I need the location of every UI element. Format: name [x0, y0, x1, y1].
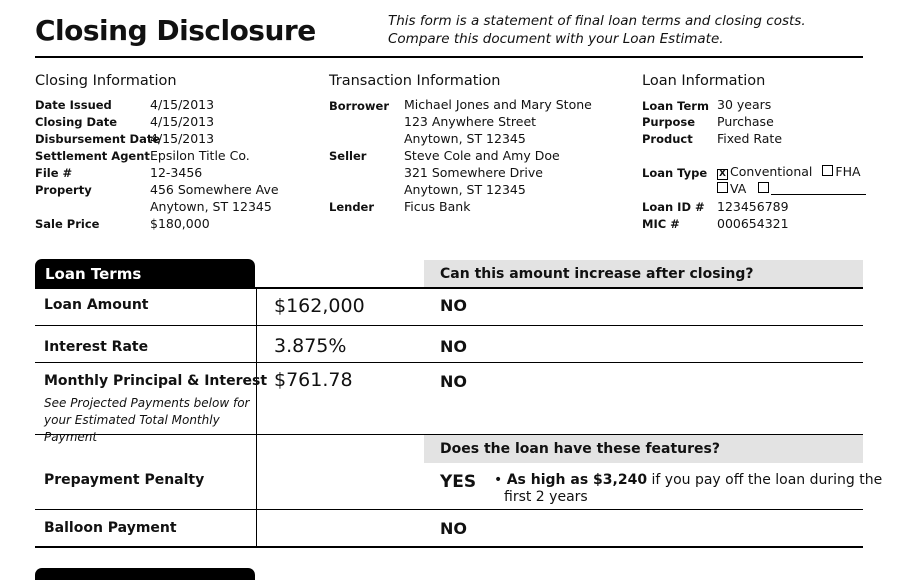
disbursement-date-value: 4/15/2013 — [150, 131, 215, 146]
table-bottom-rule — [35, 546, 863, 548]
loan-type-row2 — [717, 181, 866, 196]
interest-rate-value: 3.875% — [274, 335, 347, 357]
loan-amount-value: $162,000 — [274, 295, 365, 317]
closing-date-value: 4/15/2013 — [150, 114, 215, 129]
prepayment-detail — [494, 472, 882, 488]
property-label: Property — [35, 183, 92, 197]
file-number-value: 12-3456 — [150, 165, 203, 180]
monthly-pi-value: $761.78 — [274, 369, 353, 391]
borrower-label: Borrower — [329, 99, 390, 113]
loan-id-value: 123456789 — [717, 199, 789, 214]
next-section-header — [35, 568, 255, 580]
intro-text: This form is a statement of final loan terms and closing costs. Compare this document with your Loan Estimate. — [388, 13, 806, 47]
mic-label: MIC # — [642, 217, 680, 231]
va-checkbox[interactable] — [717, 182, 728, 193]
disbursement-date-label: Disbursement Date — [35, 132, 161, 146]
loan-term-value: 30 years — [717, 97, 772, 112]
sale-price-value: $180,000 — [150, 216, 210, 231]
seller-line2: 321 Somewhere Drive — [404, 165, 543, 180]
purpose-label: Purpose — [642, 115, 696, 129]
conventional-label: Conventional — [730, 164, 813, 179]
prepayment-penalty-answer: YES — [440, 472, 477, 492]
loan-info-heading: Loan Information — [642, 73, 766, 89]
file-number-label: File # — [35, 166, 73, 180]
loan-id-label: Loan ID # — [642, 200, 705, 214]
prepayment-detail-line2: first 2 years — [504, 489, 588, 505]
row-divider — [35, 362, 863, 363]
other-type-checkbox[interactable] — [758, 182, 769, 193]
product-value: Fixed Rate — [717, 131, 783, 146]
loan-amount-label: Loan Amount — [44, 297, 149, 313]
interest-rate-answer: NO — [440, 337, 467, 356]
mic-value: 000654321 — [717, 216, 789, 231]
bullet-icon: • — [494, 472, 503, 488]
other-type-blank[interactable] — [771, 183, 866, 195]
loan-type-label: Loan Type — [642, 166, 708, 180]
borrower-line2: 123 Anywhere Street — [404, 114, 537, 129]
balloon-payment-answer: NO — [440, 519, 467, 538]
property-line2: Anytown, ST 12345 — [150, 199, 272, 214]
loan-terms-header — [35, 259, 255, 287]
prepayment-penalty-label: Prepayment Penalty — [44, 472, 205, 488]
monthly-pi-label: Monthly Principal & Interest — [44, 373, 268, 389]
product-label: Product — [642, 132, 693, 146]
date-issued-value: 4/15/2013 — [150, 97, 215, 112]
row-divider — [35, 325, 863, 326]
loan-type-row1 — [717, 164, 861, 180]
lender-value: Ficus Bank — [404, 199, 471, 214]
monthly-pi-note: See Projected Payments below for your Estimated Total Monthly Payment — [44, 396, 250, 444]
seller-line1: Steve Cole and Amy Doe — [404, 148, 560, 163]
prepayment-detail-amount: As high as $3,240 — [506, 472, 648, 488]
purpose-value: Purchase — [717, 114, 774, 129]
seller-label: Seller — [329, 149, 367, 163]
prepayment-detail-text: if you pay off the loan during the — [647, 472, 883, 488]
increase-question: Can this amount increase after closing? — [440, 266, 754, 282]
loan-terms-title: Loan Terms — [45, 265, 142, 283]
balloon-payment-label: Balloon Payment — [44, 520, 177, 536]
monthly-pi-answer: NO — [440, 372, 467, 391]
loan-term-label: Loan Term — [642, 99, 709, 113]
date-issued-label: Date Issued — [35, 98, 112, 112]
header-divider — [35, 56, 863, 58]
page-title: Closing Disclosure — [35, 14, 316, 47]
borrower-line1: Michael Jones and Mary Stone — [404, 97, 592, 112]
seller-line3: Anytown, ST 12345 — [404, 182, 526, 197]
interest-rate-label: Interest Rate — [44, 339, 149, 355]
settlement-agent-value: Epsilon Title Co. — [150, 148, 250, 163]
transaction-info-heading: Transaction Information — [329, 73, 501, 89]
closing-date-label: Closing Date — [35, 115, 118, 129]
sale-price-label: Sale Price — [35, 217, 100, 231]
table-top-rule — [35, 287, 863, 289]
column-divider — [256, 287, 257, 547]
features-question: Does the loan have these features? — [440, 441, 720, 457]
fha-checkbox[interactable] — [822, 165, 833, 176]
settlement-agent-label: Settlement Agent — [35, 149, 150, 163]
row-divider — [35, 509, 863, 510]
va-label: VA — [730, 181, 747, 196]
borrower-line3: Anytown, ST 12345 — [404, 131, 526, 146]
closing-info-heading: Closing Information — [35, 73, 177, 89]
loan-amount-answer: NO — [440, 296, 467, 315]
property-line1: 456 Somewhere Ave — [150, 182, 279, 197]
lender-label: Lender — [329, 200, 375, 214]
conventional-checkbox[interactable]: X — [717, 169, 728, 180]
fha-label: FHA — [835, 164, 861, 179]
